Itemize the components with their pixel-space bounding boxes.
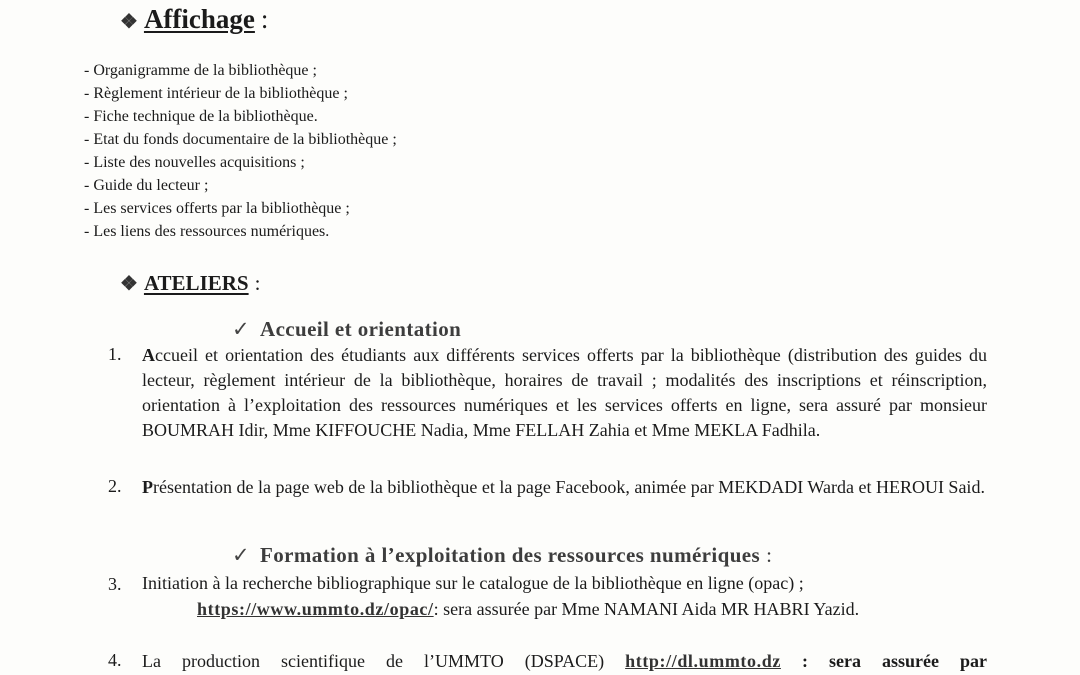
- list-item: - Les liens des ressources numériques.: [84, 223, 330, 240]
- ateliers-title: ATELIERS: [143, 271, 249, 295]
- list-item: - Les services offerts par la bibliothèque ;: [84, 200, 350, 217]
- item-number: 1.: [108, 344, 122, 364]
- item-line-opac: https://www.ummto.dz/opac/: sera assurée par Mme NAMANI Aida MR HABRI Yazid.: [197, 599, 860, 619]
- accueil-subheading: ✓ Accueil et orientation: [232, 317, 462, 341]
- item-number: 3.: [108, 574, 122, 594]
- diamond-bullet-icon: ❖: [120, 273, 138, 295]
- opac-link[interactable]: https://www.ummto.dz/opac/: [197, 599, 434, 619]
- affichage-title: Affichage: [143, 4, 255, 34]
- list-item: - Organigramme de la bibliothèque ;: [84, 62, 317, 79]
- list-item: - Guide du lecteur ;: [84, 177, 209, 194]
- list-item: - Liste des nouvelles acquisitions ;: [84, 154, 305, 171]
- item-paragraph-accueil: Accueil et orientation des étudiants aux différents services offerts par la bibliothèque (distribution des guides du lecteur, règlement intérieur de la bibliothèque, horaires de travail ; modalités des inscriptions et réinscription, orientation à l’exploitation des ressources numériques et les services offerts en ligne, sera assuré par monsieur BOUMRAH Idir, Mme KIFFOUCHE Nadia, Mme FELLAH Zahia et Mme MEKLA Fadhila.: [142, 345, 987, 440]
- affichage-list: [84, 59, 397, 243]
- list-item: - Règlement intérieur de la bibliothèque ;: [84, 85, 348, 102]
- list-item: - Etat du fonds documentaire de la bibliothèque ;: [84, 131, 397, 148]
- affichage-heading: ❖ Affichage :: [120, 4, 269, 34]
- item-number: 4.: [108, 650, 122, 670]
- formation-subheading: ✓ Formation à l’exploitation des ressources numériques :: [232, 543, 773, 567]
- ateliers-heading: ❖ ATELIERS :: [120, 271, 261, 295]
- checkmark-icon: ✓: [232, 317, 250, 341]
- diamond-bullet-icon: ❖: [120, 11, 138, 33]
- item-paragraph-dspace: La production scientifique de l’UMMTO (DSPACE) http://dl.ummto.dz : sera assurée par: [142, 651, 987, 671]
- list-item: - Fiche technique de la bibliothèque.: [84, 108, 318, 125]
- item-line-initiation: Initiation à la recherche bibliographique sur le catalogue de la bibliothèque en ligne (opac) ;: [142, 573, 804, 593]
- item-paragraph-presentation: Présentation de la page web de la bibliothèque et la page Facebook, animée par MEKDADI Warda et HEROUI Said.: [142, 477, 985, 497]
- item-number: 2.: [108, 476, 122, 496]
- dspace-link[interactable]: http://dl.ummto.dz: [625, 651, 781, 671]
- checkmark-icon: ✓: [232, 543, 250, 567]
